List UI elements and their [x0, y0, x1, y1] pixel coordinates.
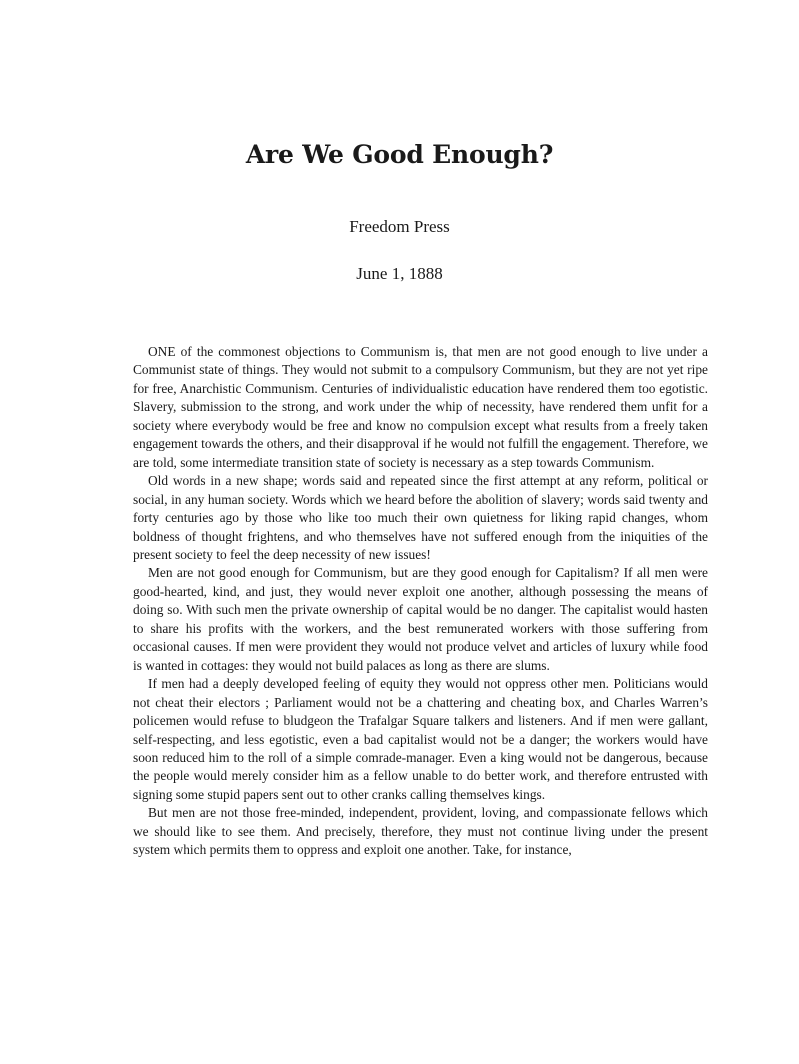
- body-paragraph: ONE of the commonest objections to Communism is, that men are not good enough to live under a Communist state of things. They would not submit to a compulsory Communism, but they are not yet ripe for free, Anarchistic Communism. Centuries of individualistic education have rendered them too egotistic. Slavery, submission to the strong, and work under the whip of necessity, have rendered them unfit for a society where everybody would be free and know no compulsion except what results from a freely taken engagement towards the others, and their disapproval if he would not fulfill the engagement. Therefore, we are told, some intermediate transition state of society is necessary as a step towards Communism.: [133, 344, 708, 470]
- document-author: Freedom Press: [349, 217, 450, 236]
- body-paragraph: But men are not those free-minded, independent, provident, loving, and compassionate fellows which we should like to see them. And precisely, therefore, they must not continue living under the present system which permits them to oppress and exploit one another. Take, for instance,: [133, 805, 708, 858]
- document-date: June 1, 1888: [356, 264, 443, 283]
- body-paragraph: Old words in a new shape; words said and repeated since the first attempt at any reform, political or social, in any human society. Words which we heard before the abolition of slavery; words said twenty and forty centuries ago by those who like too much their own quietness for liking rapid changes, whom boldness of thought frightens, and who themselves have not suffered enough from the iniquities of the present society to feel the deep necessity of new issues!: [133, 473, 708, 562]
- body-paragraph: Men are not good enough for Communism, but are they good enough for Capitalism? If all men were good-hearted, kind, and just, they would never exploit one another, although possessing the means of doing so. With such men the private ownership of capital would be no danger. The capitalist would hasten to share his profits with the workers, and the best remunerated workers with those suffering from occasional causes. If men were provident they would not produce velvet and articles of luxury while food is wanted in cottages: they would not build palaces as long as there are slums.: [133, 565, 708, 673]
- document-title: Are We Good Enough?: [245, 140, 554, 169]
- body-paragraph: If men had a deeply developed feeling of equity they would not oppress other men. Politicians would not cheat their electors ; Parliament would not be a chattering and cheating box, and Charles Warren’s policemen would refuse to bludgeon the Trafalgar Square talkers and listeners. And if men were gallant, self-respecting, and less egotistic, even a bad capitalist would not be a danger; the workers would have soon reduced him to the roll of a simple comrade-manager. Even a king would not be dangerous, because the people would merely consider him as a fellow unable to do better work, and therefore entrusted with signing some stupid papers sent out to other cranks calling themselves kings.: [133, 676, 708, 802]
- document-body: [133, 343, 708, 860]
